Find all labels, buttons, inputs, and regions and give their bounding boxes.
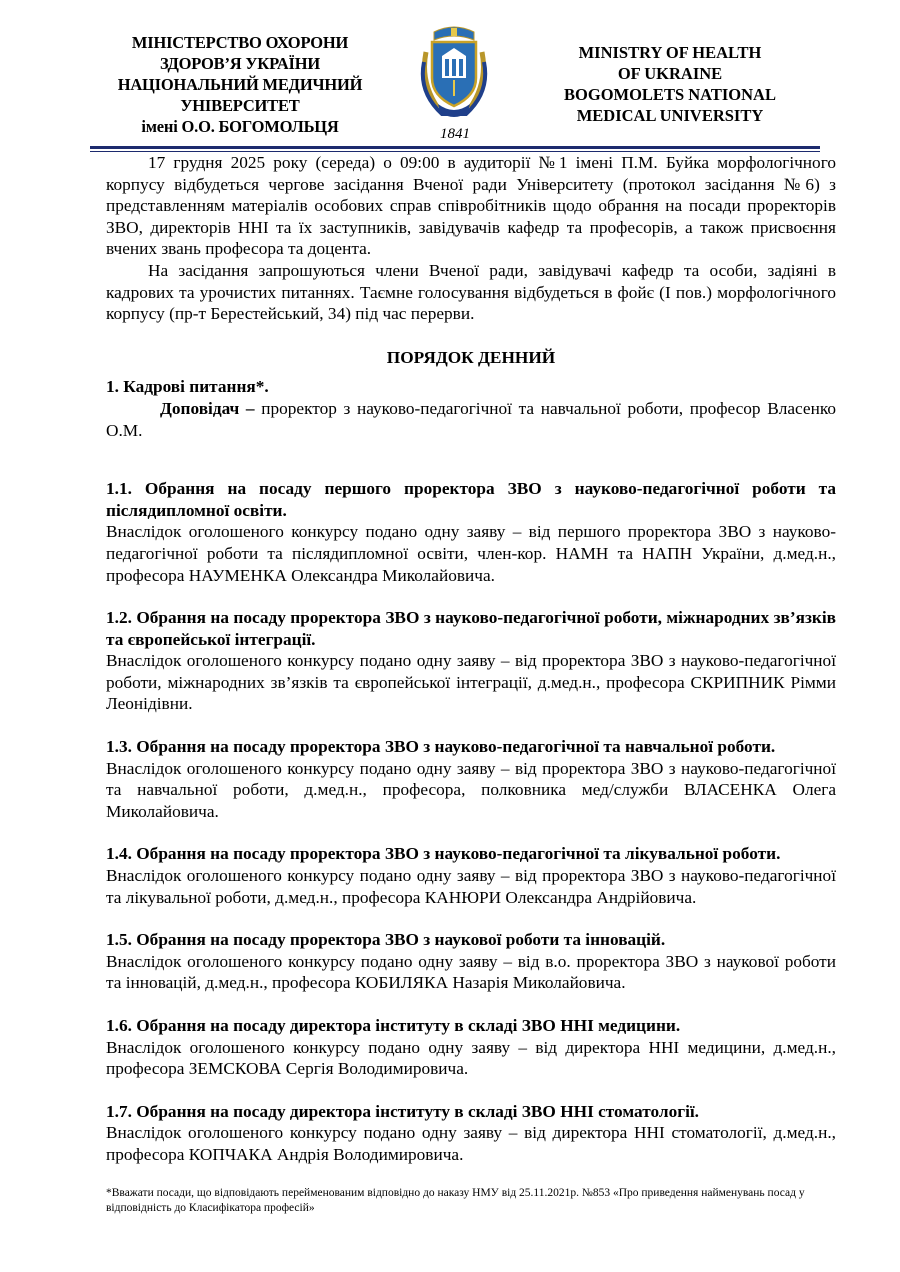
agenda-item-heading: 1.1. Обрання на посаду першого проректора ЗВО з науково-педагогічної роботи та післядипломної освіти. <box>106 479 836 520</box>
agenda-item-body: Внаслідок оголошеного конкурсу подано одну заяву – від директора ННІ стоматології, д.мед.н., професора КОПЧАКА Андрія Володимировича. <box>106 1123 836 1164</box>
agenda-item-heading: 1.5. Обрання на посаду проректора ЗВО з наукової роботи та інновацій. <box>106 930 666 950</box>
speaker-line <box>106 398 836 441</box>
speaker-label: Доповідач – <box>160 398 255 418</box>
letterhead-ukrainian <box>90 32 390 137</box>
agenda-title: ПОРЯДОК ДЕННИЙ <box>386 347 556 367</box>
letterhead-line: MEDICAL UNIVERSITY <box>576 106 764 125</box>
agenda-item-heading: 1.4. Обрання на посаду проректора ЗВО з науково-педагогічної та лікувальної роботи. <box>106 844 781 864</box>
letterhead-line: OF UKRAINE <box>617 64 723 83</box>
agenda-item-body: Внаслідок оголошеного конкурсу подано одну заяву – від проректора ЗВО з науково-педагогічної та навчальної роботи, д.мед.н., професора, полковника мед/служби ВЛАСЕНКА Олега Миколайовича. <box>106 758 836 821</box>
agenda-item-heading: 1.2. Обрання на посаду проректора ЗВО з науково-педагогічної роботи, міжнародних зв’язків та європейської інтеграції. <box>106 608 836 649</box>
agenda-item-heading: 1.7. Обрання на посаду директора інституту в складі ЗВО ННІ стоматології. <box>106 1101 699 1121</box>
university-crest-icon <box>418 22 490 122</box>
section-heading: 1. Кадрові питання*. <box>106 377 269 397</box>
letterhead-line: МІНІСТЕРСТВО ОХОРОНИ <box>131 33 349 52</box>
letterhead-line: MINISTRY OF HEALTH <box>578 43 762 62</box>
agenda-item-body: Внаслідок оголошеного конкурсу подано одну заяву – від першого проректора ЗВО з науково-педагогічної роботи та післядипломної освіти, член-кор. НАМН та НАПН України, д.мед.н., професора НАУМЕНКА Олександра Миколайовича. <box>106 522 836 585</box>
agenda-item-body: Внаслідок оголошеного конкурсу подано одну заяву – від проректора ЗВО з науково-педагогічної роботи, міжнародних зв’язків та європейської інтеграції, д.мед.н., професора СКРИПНИК Рімми Леонідівни. <box>106 651 836 714</box>
founding-year: 1841 <box>440 126 470 142</box>
letterhead <box>90 28 810 146</box>
intro-paragraph: 17 грудня 2025 року (середа) о 09:00 в аудиторії №1 імені П.М. Буйка морфологічного корпусу відбудеться чергове засідання Вченої ради Університету (протокол засідання №6) з представленням матеріалів особових справ співробітників щодо обрання на посади проректорів ЗВО, директорів ННІ та їх заступників, завідувачів кафедр та професорів, а також присвоєння вчених звань професора та доцента. <box>106 153 836 259</box>
speaker-text: проректор з науково-педагогічної та навчальної роботи, професор Власенко О.М. <box>106 398 836 440</box>
footnote: *Вважати посади, що відповідають перейменованим відповідно до наказу НМУ від 25.11.2021р. №853 «Про приведення найменувань посад у відповідність до Класифікатора професій» <box>106 1187 805 1214</box>
letterhead-line: імені О.О. БОГОМОЛЬЦЯ <box>141 117 339 136</box>
agenda-item-heading: 1.6. Обрання на посаду директора інституту в складі ЗВО ННІ медицини. <box>106 1016 681 1035</box>
agenda-item-body: Внаслідок оголошеного конкурсу подано одну заяву – від директора ННІ медицини, д.мед.н., професора ЗЕМСКОВА Сергія Володимировича. <box>106 1037 836 1079</box>
agenda-item-body: Внаслідок оголошеного конкурсу подано одну заяву – від в.о. проректора ЗВО з наукової роботи та інновацій, д.мед.н., професора КОБИЛЯКА Назарія Миколайовича. <box>106 951 836 993</box>
agenda-item-body: Внаслідок оголошеного конкурсу подано одну заяву – від проректора ЗВО з науково-педагогічної та лікувальної роботи, д.мед.н., професора КАНЮРИ Олександра Андрійовича. <box>106 866 836 907</box>
agenda-item-heading: 1.3. Обрання на посаду проректора ЗВО з науково-педагогічної та навчальної роботи. <box>106 737 776 757</box>
header-divider-thick <box>90 146 820 149</box>
letterhead-line: УНІВЕРСИТЕТ <box>180 96 300 115</box>
letterhead-line: НАЦІОНАЛЬНИЙ МЕДИЧНИЙ <box>117 75 363 94</box>
document-body <box>106 152 836 1166</box>
letterhead-line: BOGOMOLETS NATIONAL <box>564 85 776 104</box>
letterhead-line: ЗДОРОВ’Я УКРАЇНИ <box>159 54 321 73</box>
intro-paragraph: На засідання запрошуються члени Вченої ради, завідувачі кафедр та особи, задіяні в кадрових та урочистих питаннях. Таємне голосування відбудеться в фойє (І пов.) морфологічного корпусу (пр-т Берестейський, 34) під час перерви. <box>106 260 836 324</box>
letterhead-english <box>530 42 810 126</box>
